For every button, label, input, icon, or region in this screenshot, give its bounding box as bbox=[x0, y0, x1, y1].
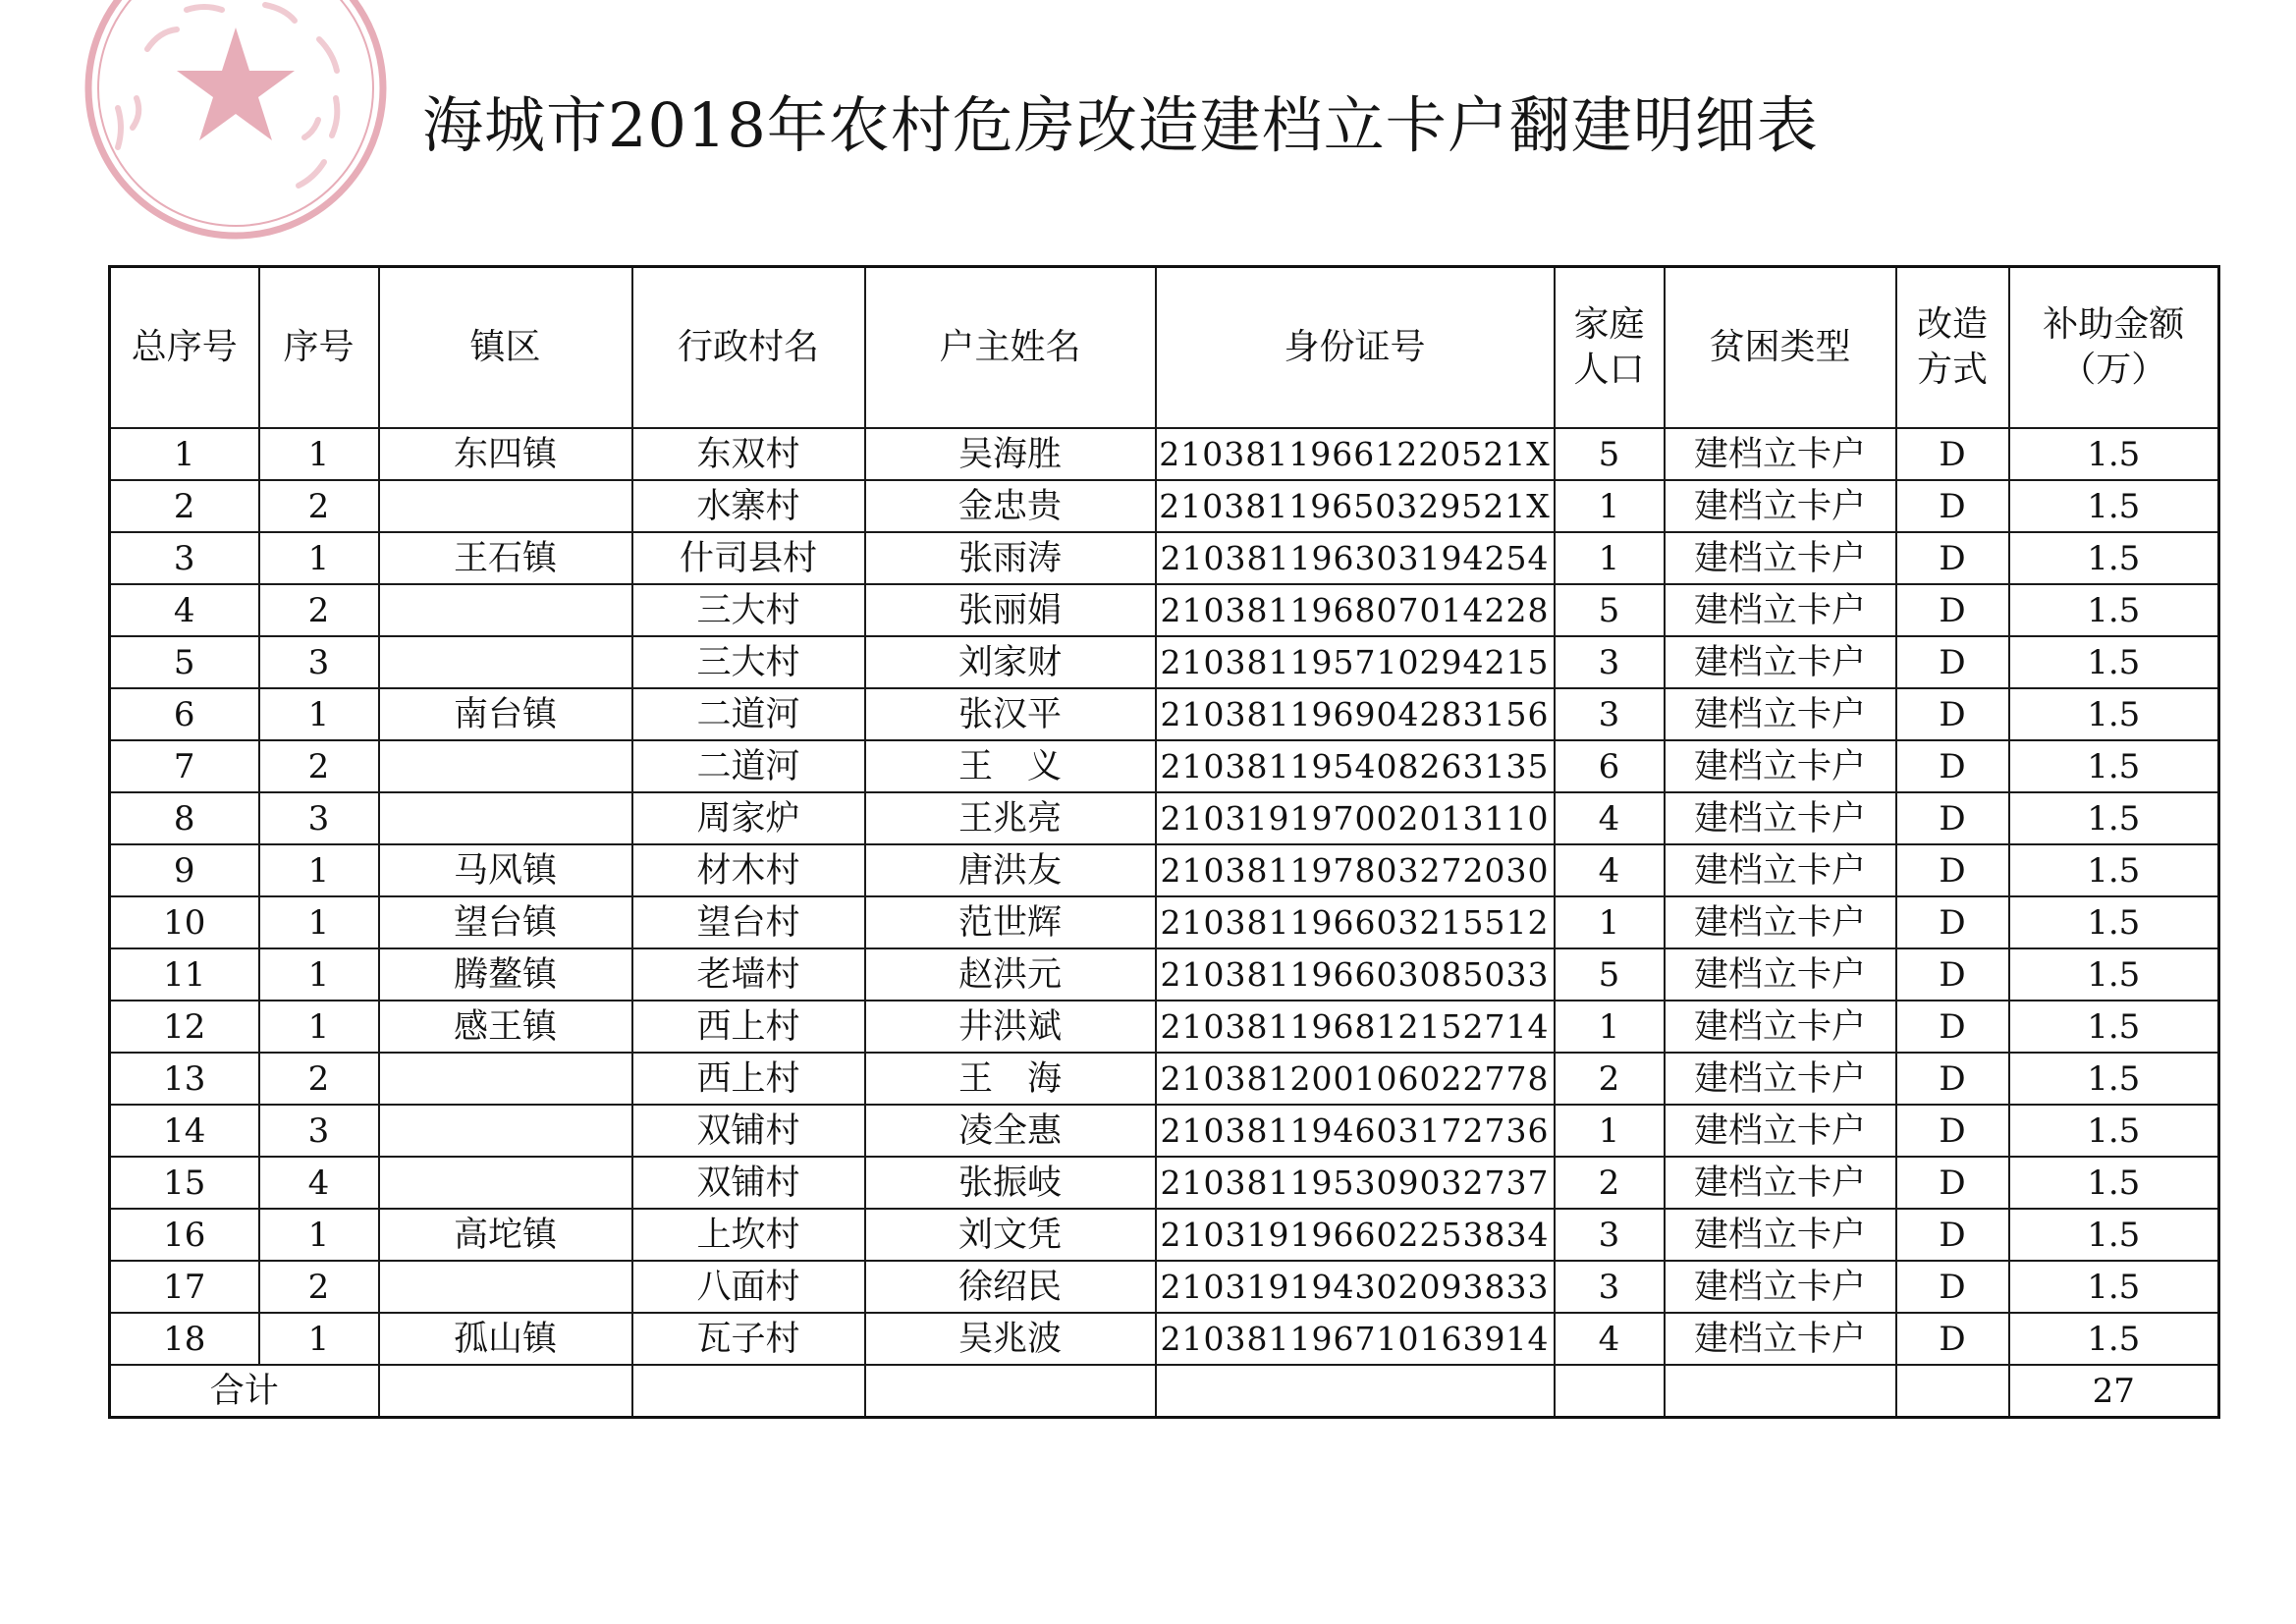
header-family-size-line1: 家庭 bbox=[1573, 304, 1645, 345]
cell-subsidy: 1.5 bbox=[2009, 1313, 2219, 1365]
table-row bbox=[110, 740, 2219, 792]
header-rebuild-method-line1: 改造 bbox=[1916, 304, 1988, 345]
cell-village: 双铺村 bbox=[632, 1105, 865, 1157]
total-empty-cell bbox=[865, 1365, 1156, 1418]
cell-town: 腾鳌镇 bbox=[379, 948, 632, 1001]
header-rebuild-method bbox=[1896, 267, 2009, 429]
cell-family-size: 4 bbox=[1555, 1313, 1665, 1365]
cell-family-size: 6 bbox=[1555, 740, 1665, 792]
cell-rebuild-method: D bbox=[1896, 844, 2009, 896]
cell-family-size: 2 bbox=[1555, 1053, 1665, 1105]
cell-rebuild-method: D bbox=[1896, 792, 2009, 844]
cell-family-size: 3 bbox=[1555, 688, 1665, 740]
table-row bbox=[110, 896, 2219, 948]
cell-total-no: 1 bbox=[110, 428, 259, 480]
cell-town: 感王镇 bbox=[379, 1001, 632, 1053]
cell-rebuild-method: D bbox=[1896, 480, 2009, 532]
cell-town bbox=[379, 1105, 632, 1157]
table-row bbox=[110, 1001, 2219, 1053]
cell-village: 三大村 bbox=[632, 636, 865, 688]
official-seal-icon bbox=[79, 0, 403, 245]
cell-subsidy: 1.5 bbox=[2009, 584, 2219, 636]
table-body bbox=[110, 428, 2219, 1365]
cell-seq-no: 2 bbox=[259, 740, 379, 792]
cell-total-no: 4 bbox=[110, 584, 259, 636]
header-rebuild-method-line2: 方式 bbox=[1916, 350, 1988, 390]
cell-subsidy: 1.5 bbox=[2009, 1261, 2219, 1313]
cell-seq-no: 2 bbox=[259, 1053, 379, 1105]
cell-subsidy: 1.5 bbox=[2009, 480, 2219, 532]
cell-seq-no: 2 bbox=[259, 480, 379, 532]
cell-town bbox=[379, 480, 632, 532]
cell-id-no: 21038119650329521X bbox=[1156, 480, 1555, 532]
total-empty-cell bbox=[1896, 1365, 2009, 1418]
cell-rebuild-method: D bbox=[1896, 1209, 2009, 1261]
cell-town bbox=[379, 636, 632, 688]
cell-id-no: 210319194302093833 bbox=[1156, 1261, 1555, 1313]
cell-householder: 王兆亮 bbox=[865, 792, 1156, 844]
cell-seq-no: 2 bbox=[259, 1261, 379, 1313]
cell-total-no: 7 bbox=[110, 740, 259, 792]
cell-subsidy: 1.5 bbox=[2009, 688, 2219, 740]
table-row bbox=[110, 584, 2219, 636]
cell-householder: 范世辉 bbox=[865, 896, 1156, 948]
cell-id-no: 210319197002013110 bbox=[1156, 792, 1555, 844]
cell-householder: 吴海胜 bbox=[865, 428, 1156, 480]
cell-seq-no: 1 bbox=[259, 1313, 379, 1365]
cell-town bbox=[379, 1157, 632, 1209]
table-row bbox=[110, 532, 2219, 584]
cell-total-no: 2 bbox=[110, 480, 259, 532]
total-empty-cell bbox=[1156, 1365, 1555, 1418]
cell-total-no: 16 bbox=[110, 1209, 259, 1261]
cell-rebuild-method: D bbox=[1896, 1261, 2009, 1313]
cell-town bbox=[379, 1261, 632, 1313]
cell-town: 望台镇 bbox=[379, 896, 632, 948]
cell-rebuild-method: D bbox=[1896, 896, 2009, 948]
cell-poverty-type: 建档立卡户 bbox=[1665, 636, 1896, 688]
cell-seq-no: 1 bbox=[259, 1001, 379, 1053]
cell-total-no: 13 bbox=[110, 1053, 259, 1105]
cell-village: 双铺村 bbox=[632, 1157, 865, 1209]
cell-poverty-type: 建档立卡户 bbox=[1665, 792, 1896, 844]
cell-village: 材木村 bbox=[632, 844, 865, 896]
cell-town bbox=[379, 584, 632, 636]
document-title: 海城市2018年农村危房改造建档立卡户翻建明细表 bbox=[422, 89, 1819, 161]
cell-family-size: 1 bbox=[1555, 1001, 1665, 1053]
table-row bbox=[110, 480, 2219, 532]
cell-seq-no: 3 bbox=[259, 1105, 379, 1157]
cell-householder: 张雨涛 bbox=[865, 532, 1156, 584]
cell-householder: 刘家财 bbox=[865, 636, 1156, 688]
cell-poverty-type: 建档立卡户 bbox=[1665, 480, 1896, 532]
cell-family-size: 1 bbox=[1555, 896, 1665, 948]
table-row bbox=[110, 792, 2219, 844]
cell-poverty-type: 建档立卡户 bbox=[1665, 532, 1896, 584]
cell-id-no: 21038119661220521X bbox=[1156, 428, 1555, 480]
cell-family-size: 1 bbox=[1555, 532, 1665, 584]
cell-id-no: 210381196904283156 bbox=[1156, 688, 1555, 740]
cell-rebuild-method: D bbox=[1896, 1313, 2009, 1365]
cell-id-no: 210381195408263135 bbox=[1156, 740, 1555, 792]
cell-subsidy: 1.5 bbox=[2009, 532, 2219, 584]
cell-householder: 徐绍民 bbox=[865, 1261, 1156, 1313]
table-row bbox=[110, 1157, 2219, 1209]
cell-poverty-type: 建档立卡户 bbox=[1665, 1261, 1896, 1313]
cell-subsidy: 1.5 bbox=[2009, 1053, 2219, 1105]
cell-family-size: 5 bbox=[1555, 948, 1665, 1001]
cell-id-no: 210381195710294215 bbox=[1156, 636, 1555, 688]
cell-poverty-type: 建档立卡户 bbox=[1665, 428, 1896, 480]
cell-id-no: 210381195309032737 bbox=[1156, 1157, 1555, 1209]
cell-rebuild-method: D bbox=[1896, 1053, 2009, 1105]
cell-poverty-type: 建档立卡户 bbox=[1665, 896, 1896, 948]
cell-id-no: 210381196303194254 bbox=[1156, 532, 1555, 584]
cell-poverty-type: 建档立卡户 bbox=[1665, 740, 1896, 792]
cell-rebuild-method: D bbox=[1896, 584, 2009, 636]
cell-poverty-type: 建档立卡户 bbox=[1665, 1001, 1896, 1053]
cell-seq-no: 1 bbox=[259, 1209, 379, 1261]
table-row bbox=[110, 636, 2219, 688]
cell-total-no: 17 bbox=[110, 1261, 259, 1313]
cell-subsidy: 1.5 bbox=[2009, 844, 2219, 896]
cell-village: 水寨村 bbox=[632, 480, 865, 532]
cell-total-no: 12 bbox=[110, 1001, 259, 1053]
header-village: 行政村名 bbox=[632, 267, 865, 429]
cell-rebuild-method: D bbox=[1896, 532, 2009, 584]
cell-householder: 张振岐 bbox=[865, 1157, 1156, 1209]
total-empty-cell bbox=[379, 1365, 632, 1418]
renovation-detail-table bbox=[108, 265, 2220, 1419]
cell-id-no: 210381196710163914 bbox=[1156, 1313, 1555, 1365]
cell-total-no: 14 bbox=[110, 1105, 259, 1157]
cell-poverty-type: 建档立卡户 bbox=[1665, 1105, 1896, 1157]
cell-rebuild-method: D bbox=[1896, 636, 2009, 688]
cell-seq-no: 2 bbox=[259, 584, 379, 636]
cell-family-size: 5 bbox=[1555, 584, 1665, 636]
cell-id-no: 210381196603215512 bbox=[1156, 896, 1555, 948]
table-row bbox=[110, 1313, 2219, 1365]
cell-poverty-type: 建档立卡户 bbox=[1665, 1313, 1896, 1365]
header-town: 镇区 bbox=[379, 267, 632, 429]
cell-village: 瓦子村 bbox=[632, 1313, 865, 1365]
table-row bbox=[110, 948, 2219, 1001]
cell-subsidy: 1.5 bbox=[2009, 1157, 2219, 1209]
cell-village: 西上村 bbox=[632, 1001, 865, 1053]
header-subsidy-line2: （万） bbox=[2060, 350, 2167, 390]
cell-householder: 吴兆波 bbox=[865, 1313, 1156, 1365]
cell-village: 东双村 bbox=[632, 428, 865, 480]
cell-rebuild-method: D bbox=[1896, 740, 2009, 792]
cell-village: 什司县村 bbox=[632, 532, 865, 584]
cell-householder: 张汉平 bbox=[865, 688, 1156, 740]
cell-total-no: 6 bbox=[110, 688, 259, 740]
cell-subsidy: 1.5 bbox=[2009, 636, 2219, 688]
total-empty-cell bbox=[1555, 1365, 1665, 1418]
cell-seq-no: 1 bbox=[259, 688, 379, 740]
table-header-row bbox=[110, 267, 2219, 429]
cell-householder: 张丽娟 bbox=[865, 584, 1156, 636]
cell-total-no: 5 bbox=[110, 636, 259, 688]
cell-family-size: 4 bbox=[1555, 844, 1665, 896]
cell-town: 马风镇 bbox=[379, 844, 632, 896]
cell-rebuild-method: D bbox=[1896, 948, 2009, 1001]
cell-village: 三大村 bbox=[632, 584, 865, 636]
total-label: 合计 bbox=[110, 1365, 379, 1418]
cell-id-no: 210381196812152714 bbox=[1156, 1001, 1555, 1053]
cell-id-no: 210381197803272030 bbox=[1156, 844, 1555, 896]
table-row bbox=[110, 428, 2219, 480]
cell-village: 西上村 bbox=[632, 1053, 865, 1105]
cell-householder: 王 海 bbox=[865, 1053, 1156, 1105]
cell-seq-no: 1 bbox=[259, 896, 379, 948]
cell-householder: 赵洪元 bbox=[865, 948, 1156, 1001]
header-id-no: 身份证号 bbox=[1156, 267, 1555, 429]
cell-total-no: 10 bbox=[110, 896, 259, 948]
header-seq-no: 序号 bbox=[259, 267, 379, 429]
cell-rebuild-method: D bbox=[1896, 1157, 2009, 1209]
cell-subsidy: 1.5 bbox=[2009, 1001, 2219, 1053]
cell-subsidy: 1.5 bbox=[2009, 428, 2219, 480]
cell-subsidy: 1.5 bbox=[2009, 792, 2219, 844]
cell-poverty-type: 建档立卡户 bbox=[1665, 1157, 1896, 1209]
cell-town: 东四镇 bbox=[379, 428, 632, 480]
cell-village: 二道河 bbox=[632, 740, 865, 792]
cell-id-no: 210381200106022778 bbox=[1156, 1053, 1555, 1105]
cell-village: 望台村 bbox=[632, 896, 865, 948]
cell-rebuild-method: D bbox=[1896, 1001, 2009, 1053]
cell-rebuild-method: D bbox=[1896, 428, 2009, 480]
cell-poverty-type: 建档立卡户 bbox=[1665, 844, 1896, 896]
cell-total-no: 11 bbox=[110, 948, 259, 1001]
table-row bbox=[110, 844, 2219, 896]
total-empty-cell bbox=[632, 1365, 865, 1418]
cell-family-size: 2 bbox=[1555, 1157, 1665, 1209]
cell-total-no: 3 bbox=[110, 532, 259, 584]
cell-seq-no: 1 bbox=[259, 428, 379, 480]
table-row bbox=[110, 1261, 2219, 1313]
cell-family-size: 1 bbox=[1555, 1105, 1665, 1157]
cell-town: 王石镇 bbox=[379, 532, 632, 584]
cell-householder: 王 义 bbox=[865, 740, 1156, 792]
total-empty-cell bbox=[1665, 1365, 1896, 1418]
table-row bbox=[110, 1105, 2219, 1157]
cell-subsidy: 1.5 bbox=[2009, 896, 2219, 948]
header-subsidy bbox=[2009, 267, 2219, 429]
cell-village: 周家炉 bbox=[632, 792, 865, 844]
cell-village: 二道河 bbox=[632, 688, 865, 740]
cell-householder: 金忠贵 bbox=[865, 480, 1156, 532]
table-row bbox=[110, 688, 2219, 740]
header-householder: 户主姓名 bbox=[865, 267, 1156, 429]
cell-village: 八面村 bbox=[632, 1261, 865, 1313]
cell-poverty-type: 建档立卡户 bbox=[1665, 1209, 1896, 1261]
header-subsidy-line1: 补助金额 bbox=[2043, 304, 2185, 345]
cell-family-size: 3 bbox=[1555, 636, 1665, 688]
cell-poverty-type: 建档立卡户 bbox=[1665, 584, 1896, 636]
cell-subsidy: 1.5 bbox=[2009, 948, 2219, 1001]
cell-householder: 唐洪友 bbox=[865, 844, 1156, 896]
cell-seq-no: 1 bbox=[259, 532, 379, 584]
cell-id-no: 210319196602253834 bbox=[1156, 1209, 1555, 1261]
cell-family-size: 1 bbox=[1555, 480, 1665, 532]
cell-total-no: 18 bbox=[110, 1313, 259, 1365]
cell-poverty-type: 建档立卡户 bbox=[1665, 688, 1896, 740]
table-row bbox=[110, 1209, 2219, 1261]
header-total-no: 总序号 bbox=[110, 267, 259, 429]
cell-town bbox=[379, 1053, 632, 1105]
total-row bbox=[110, 1365, 2219, 1418]
cell-householder: 井洪斌 bbox=[865, 1001, 1156, 1053]
cell-poverty-type: 建档立卡户 bbox=[1665, 948, 1896, 1001]
header-family-size-line2: 人口 bbox=[1573, 350, 1645, 390]
cell-town: 孤山镇 bbox=[379, 1313, 632, 1365]
cell-total-no: 15 bbox=[110, 1157, 259, 1209]
cell-householder: 刘文凭 bbox=[865, 1209, 1156, 1261]
cell-town: 高坨镇 bbox=[379, 1209, 632, 1261]
cell-id-no: 210381196807014228 bbox=[1156, 584, 1555, 636]
cell-seq-no: 1 bbox=[259, 844, 379, 896]
cell-seq-no: 3 bbox=[259, 792, 379, 844]
cell-family-size: 3 bbox=[1555, 1209, 1665, 1261]
cell-id-no: 210381196603085033 bbox=[1156, 948, 1555, 1001]
table-row bbox=[110, 1053, 2219, 1105]
cell-village: 老墙村 bbox=[632, 948, 865, 1001]
cell-seq-no: 4 bbox=[259, 1157, 379, 1209]
cell-town bbox=[379, 792, 632, 844]
cell-family-size: 3 bbox=[1555, 1261, 1665, 1313]
total-subsidy: 27 bbox=[2009, 1365, 2219, 1418]
cell-seq-no: 3 bbox=[259, 636, 379, 688]
header-poverty-type: 贫困类型 bbox=[1665, 267, 1896, 429]
cell-village: 上坎村 bbox=[632, 1209, 865, 1261]
header-family-size bbox=[1555, 267, 1665, 429]
cell-rebuild-method: D bbox=[1896, 1105, 2009, 1157]
cell-subsidy: 1.5 bbox=[2009, 1209, 2219, 1261]
cell-total-no: 9 bbox=[110, 844, 259, 896]
cell-town bbox=[379, 740, 632, 792]
cell-id-no: 210381194603172736 bbox=[1156, 1105, 1555, 1157]
cell-town: 南台镇 bbox=[379, 688, 632, 740]
cell-householder: 凌全惠 bbox=[865, 1105, 1156, 1157]
cell-rebuild-method: D bbox=[1896, 688, 2009, 740]
cell-subsidy: 1.5 bbox=[2009, 1105, 2219, 1157]
cell-family-size: 5 bbox=[1555, 428, 1665, 480]
cell-total-no: 8 bbox=[110, 792, 259, 844]
cell-poverty-type: 建档立卡户 bbox=[1665, 1053, 1896, 1105]
cell-family-size: 4 bbox=[1555, 792, 1665, 844]
cell-subsidy: 1.5 bbox=[2009, 740, 2219, 792]
cell-seq-no: 1 bbox=[259, 948, 379, 1001]
